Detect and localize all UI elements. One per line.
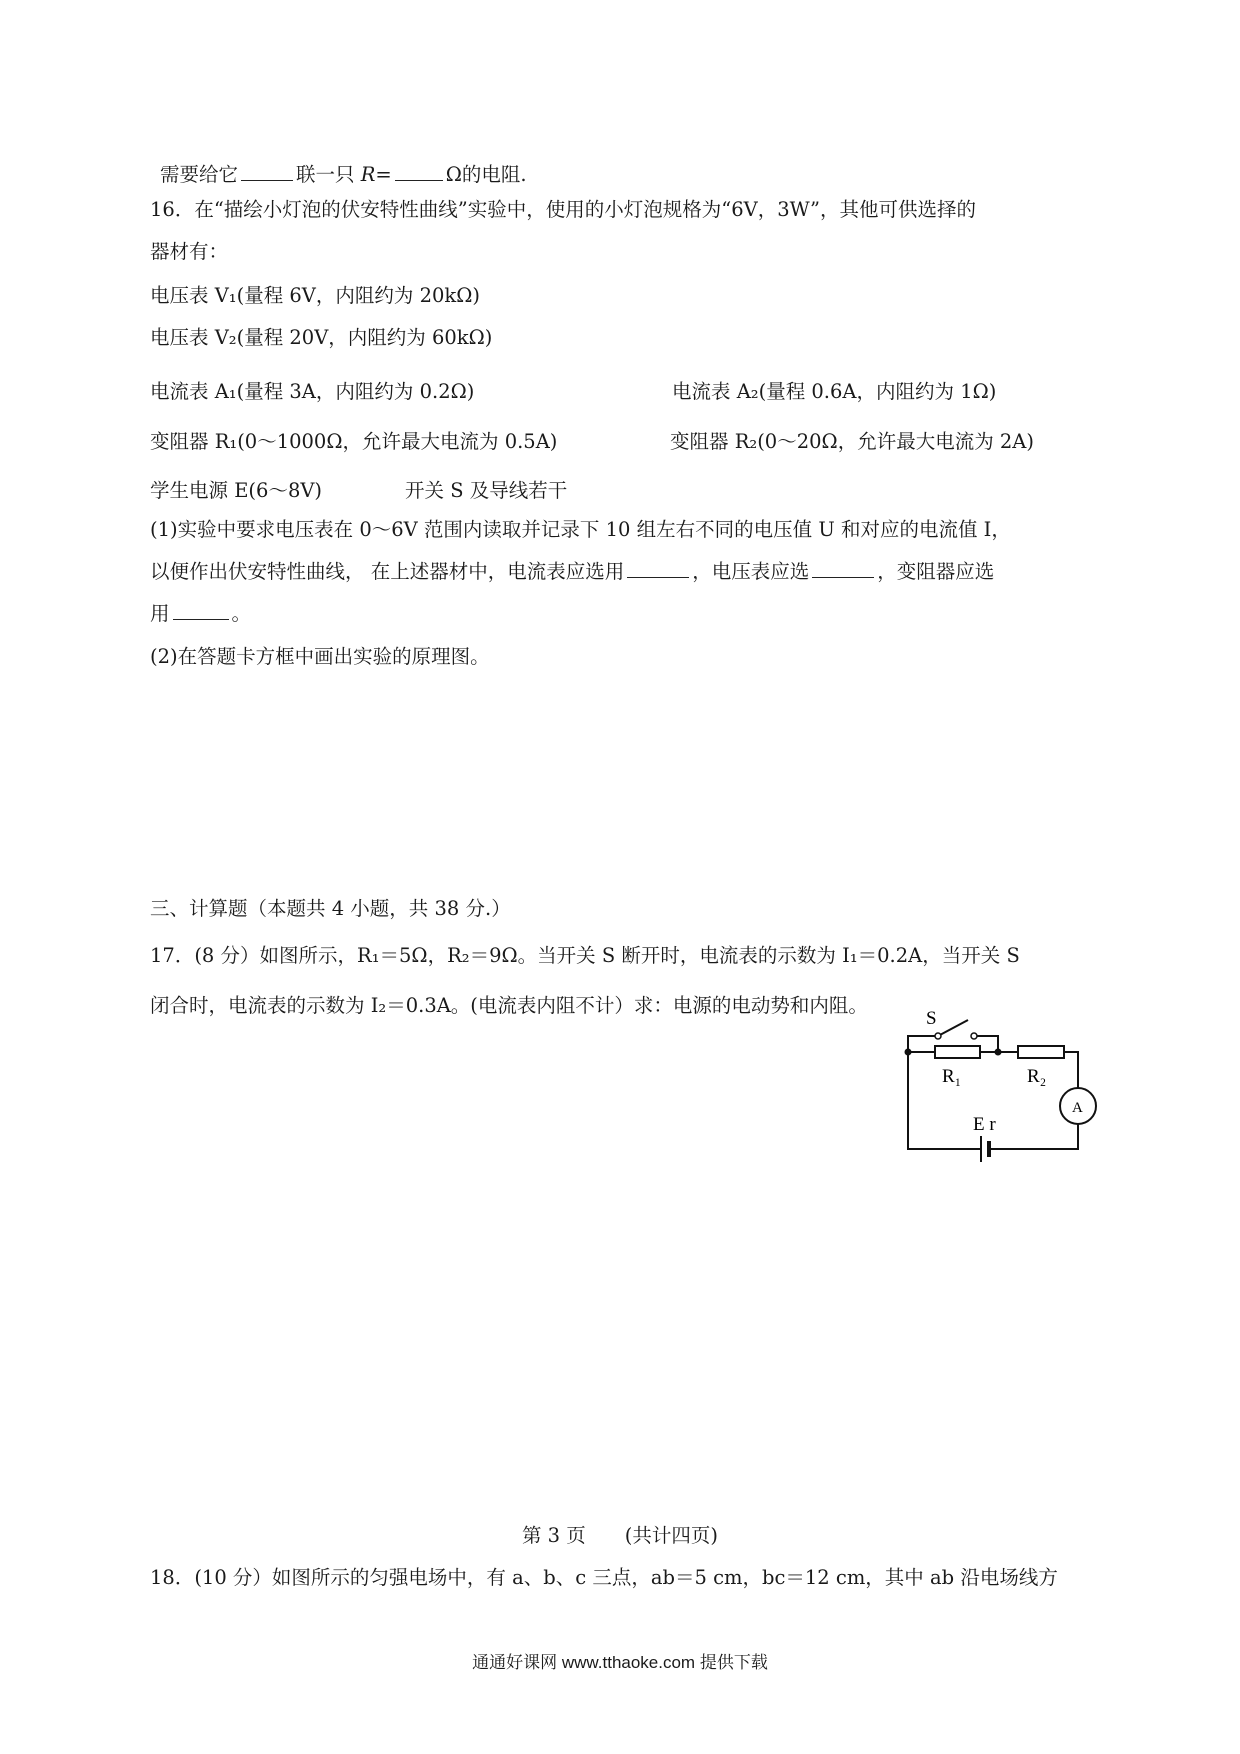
switch-contact-right xyxy=(971,1033,977,1039)
label-r2: R₂ xyxy=(1027,1066,1047,1087)
q17-line-2: 闭合时，电流表的示数为 I₂＝0.3A。(电流表内阻不计）求：电源的电动势和内阻。 xyxy=(150,994,868,1017)
q16-part1-line-1: (1)实验中要求电压表在 0～6V 范围内读取并记录下 10 组左右不同的电压值 U 和对应的电流值 I， xyxy=(150,518,1011,541)
text-use: 用 xyxy=(150,602,170,625)
q16-line-1: 16．在“描绘小灯泡的伏安特性曲线”实验中，使用的小灯泡规格为“6V，3W”，其他可供选择的 xyxy=(150,198,976,221)
resistor-r1 xyxy=(935,1046,980,1058)
answer-blank-rheostat[interactable] xyxy=(173,599,229,620)
answer-blank-resistance[interactable] xyxy=(395,160,443,181)
text-choose-voltmeter: ，电压表应选 xyxy=(692,560,810,583)
text-choose-rheostat: ，变阻器应选 xyxy=(877,560,995,583)
label-r1: R₁ xyxy=(942,1066,962,1087)
footer-download-source: 通通好课网 www.tthaoke.com 提供下载 xyxy=(472,1653,768,1672)
line-series-connect xyxy=(160,160,527,189)
switch-contact-left xyxy=(935,1033,941,1039)
label-ammeter: A xyxy=(1072,1100,1083,1116)
answer-blank-voltmeter[interactable] xyxy=(812,557,874,578)
equip-voltmeter-v1: 电压表 V₁(量程 6V，内阻约为 20kΩ) xyxy=(150,284,480,307)
equip-voltmeter-v2: 电压表 V₂(量程 20V，内阻约为 60kΩ) xyxy=(150,326,493,349)
equip-rheostat-r2: 变阻器 R₂(0～20Ω，允许最大电流为 2A) xyxy=(670,430,1034,453)
q16-line-2: 器材有： xyxy=(150,240,229,263)
equip-ammeter-a2: 电流表 A₂(量程 0.6A，内阻约为 1Ω) xyxy=(672,380,997,403)
equip-rheostat-r1: 变阻器 R₁(0～1000Ω，允许最大电流为 0.5A) xyxy=(150,430,558,453)
label-source: E r xyxy=(973,1114,996,1135)
text-choose-ammeter: 以便作出伏安特性曲线， 在上述器材中，电流表应选用 xyxy=(150,560,625,583)
wire-switch-branch xyxy=(908,1036,998,1052)
text-ohm: Ω的电阻. xyxy=(445,163,527,186)
q16-part2: (2)在答题卡方框中画出实验的原理图。 xyxy=(150,645,490,668)
equip-ammeter-a1: 电流表 A₁(量程 3A，内阻约为 0.2Ω) xyxy=(150,380,475,403)
junction-left xyxy=(905,1049,912,1056)
wire-right-bottom xyxy=(989,1124,1078,1149)
switch-blade xyxy=(938,1020,968,1036)
equip-power-source: 学生电源 E(6～8V) xyxy=(150,479,323,502)
q16-part1-line-3 xyxy=(150,599,251,628)
resistor-r2 xyxy=(1018,1046,1064,1058)
q17-line-1: 17．(8 分）如图所示，R₁＝5Ω，R₂＝9Ω。当开关 S 断开时，电流表的示数为 I₁＝0.2A，当开关 S xyxy=(150,944,1020,967)
text-connect: 联一只 xyxy=(296,163,355,186)
text-r-equals: R= xyxy=(360,163,392,186)
text-period: 。 xyxy=(231,602,252,625)
equip-switch-wires: 开关 S 及导线若干 xyxy=(405,479,568,502)
page-number: 第 3 页 (共计四页) xyxy=(521,1524,719,1547)
text-need: 需要给它 xyxy=(160,163,239,186)
answer-blank-ammeter[interactable] xyxy=(627,557,689,578)
answer-blank-connect[interactable] xyxy=(241,160,293,181)
label-switch: S xyxy=(926,1008,937,1029)
section-title-calculation: 三、计算题（本题共 4 小题，共 38 分.） xyxy=(150,897,511,920)
q18-line-1: 18．(10 分）如图所示的匀强电场中，有 a、b、c 三点，ab＝5 cm，bc＝12 cm，其中 ab 沿电场线方 xyxy=(150,1566,1058,1589)
circuit-diagram xyxy=(890,1000,1110,1170)
q16-part1-line-2 xyxy=(150,557,994,586)
junction-middle xyxy=(995,1049,1002,1056)
